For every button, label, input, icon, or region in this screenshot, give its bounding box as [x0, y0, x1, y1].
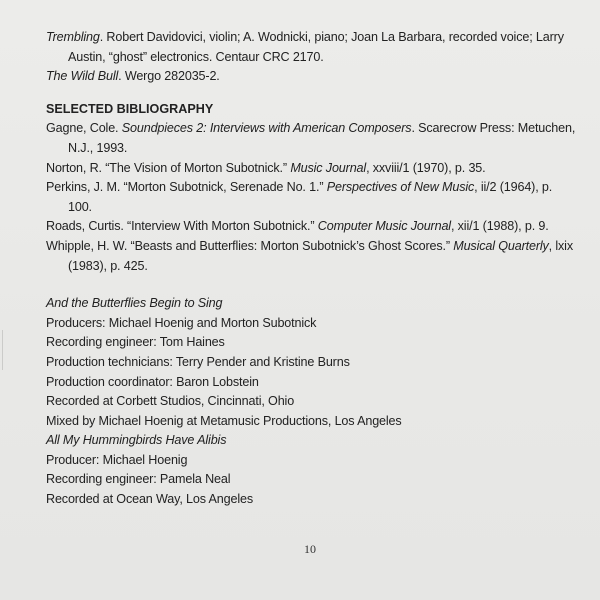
entry-work-title: Soundpieces 2: Interviews with American Composers: [121, 121, 412, 136]
bibliography-entry: [46, 217, 576, 237]
page-edge-mark: [2, 330, 6, 370]
credit-line: Producer: Michael Hoenig: [46, 452, 188, 467]
entry-details: , xii/1 (1988), p. 9.: [450, 219, 549, 234]
bibliography-entry: [46, 119, 576, 158]
entry-details: , xxviii/1 (1970), p. 35.: [366, 160, 486, 175]
credit-line: Mixed by Michael Hoenig at Metamusic Productions, Los Angeles: [46, 413, 402, 428]
credit-line: Recorded at Ocean Way, Los Angeles: [46, 492, 254, 507]
entry-work-title: Musical Quarterly: [453, 238, 549, 253]
credits-title: All My Hummingbirds Have Alibis: [46, 433, 227, 448]
credits-title: And the Butterflies Begin to Sing: [46, 296, 223, 311]
entry-details: . Scarecrow Press: Metuchen, N.J., 1993.: [68, 121, 576, 155]
bibliography-entry: [46, 159, 576, 179]
discography-entry-wild-bull: [46, 67, 576, 87]
discography-title: Trembling: [46, 30, 100, 44]
entry-details: , ii/2 (1964), p. 100.: [68, 180, 553, 214]
bibliography-entry: [46, 178, 576, 217]
entry-work-title: Computer Music Journal: [317, 219, 451, 234]
entry-author: Norton, R. “The Vision of Morton Subotnick.”: [46, 160, 291, 175]
page-number: 10: [304, 542, 316, 556]
credit-line: Producers: Michael Hoenig and Morton Subotnick: [46, 315, 317, 330]
entry-author: Whipple, H. W. “Beasts and Butterflies: Morton Subotnick’s Ghost Scores.”: [46, 238, 454, 253]
credit-line: Production coordinator: Baron Lobstein: [46, 374, 259, 389]
discography-text: . Wergo 282035-2.: [118, 69, 220, 84]
bibliography-heading: SELECTED BIBLIOGRAPHY: [46, 101, 214, 116]
discography-text: . Robert Davidovici, violin; A. Wodnicki, piano; Joan La Barbara, recorded voice; Larry Austin, “ghost” electronics. Centaur CRC 2170.: [68, 30, 564, 64]
entry-work-title: Perspectives of New Music: [326, 180, 475, 195]
entry-author: Gagne, Cole.: [46, 121, 122, 136]
credit-line: Recording engineer: Tom Haines: [46, 335, 225, 350]
discography-title: The Wild Bull: [46, 69, 119, 84]
entry-details: , lxix (1983), p. 425.: [68, 238, 573, 273]
entry-work-title: Music Journal: [290, 160, 367, 175]
credit-line: Recording engineer: Pamela Neal: [46, 472, 231, 487]
entry-author: Perkins, J. M. “Morton Subotnick, Serenade No. 1.”: [46, 180, 327, 195]
section-gap: [46, 276, 576, 294]
bibliography-entry: [46, 237, 576, 276]
discography-entry-trembling: [46, 28, 576, 67]
credit-line: Recorded at Corbett Studios, Cincinnati, Ohio: [46, 394, 295, 409]
credit-line: Production technicians: Terry Pender and Kristine Burns: [46, 354, 350, 369]
page-content: [46, 28, 576, 510]
entry-author: Roads, Curtis. “Interview With Morton Subotnick.”: [46, 219, 318, 234]
